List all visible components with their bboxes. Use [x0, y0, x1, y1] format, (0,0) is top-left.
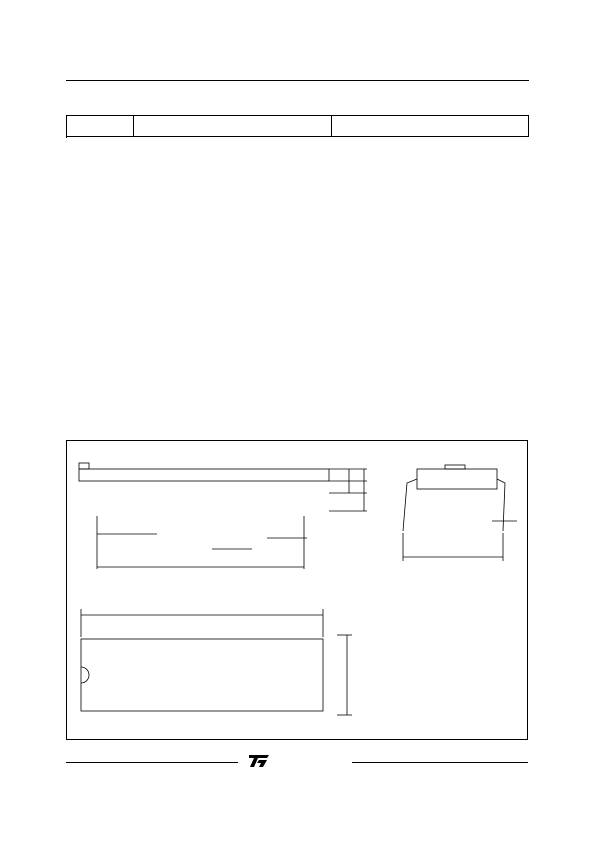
top-view-notch [81, 667, 89, 683]
mm-header [134, 116, 332, 137]
end-view-drawing [403, 465, 517, 561]
end-view-top [445, 465, 465, 469]
end-view-right-lead [497, 479, 505, 531]
footer-rule-left [66, 762, 238, 763]
top-view-body [81, 639, 323, 711]
side-view-notch [79, 463, 89, 469]
top-view-drawing [81, 609, 352, 715]
side-view-body [79, 469, 329, 481]
header-rule [66, 80, 529, 81]
sgs-thomson-logo [246, 754, 350, 770]
footer-rule-right [352, 762, 528, 763]
mechanical-data-table [66, 115, 529, 137]
st-logo-icon [246, 754, 270, 768]
end-view-body [417, 469, 497, 489]
end-view-left-lead [403, 479, 417, 531]
side-view-drawing [79, 463, 367, 569]
inch-header [332, 116, 529, 137]
package-drawing [66, 440, 528, 740]
dim-header [67, 116, 134, 137]
package-drawing-svg [67, 441, 527, 739]
